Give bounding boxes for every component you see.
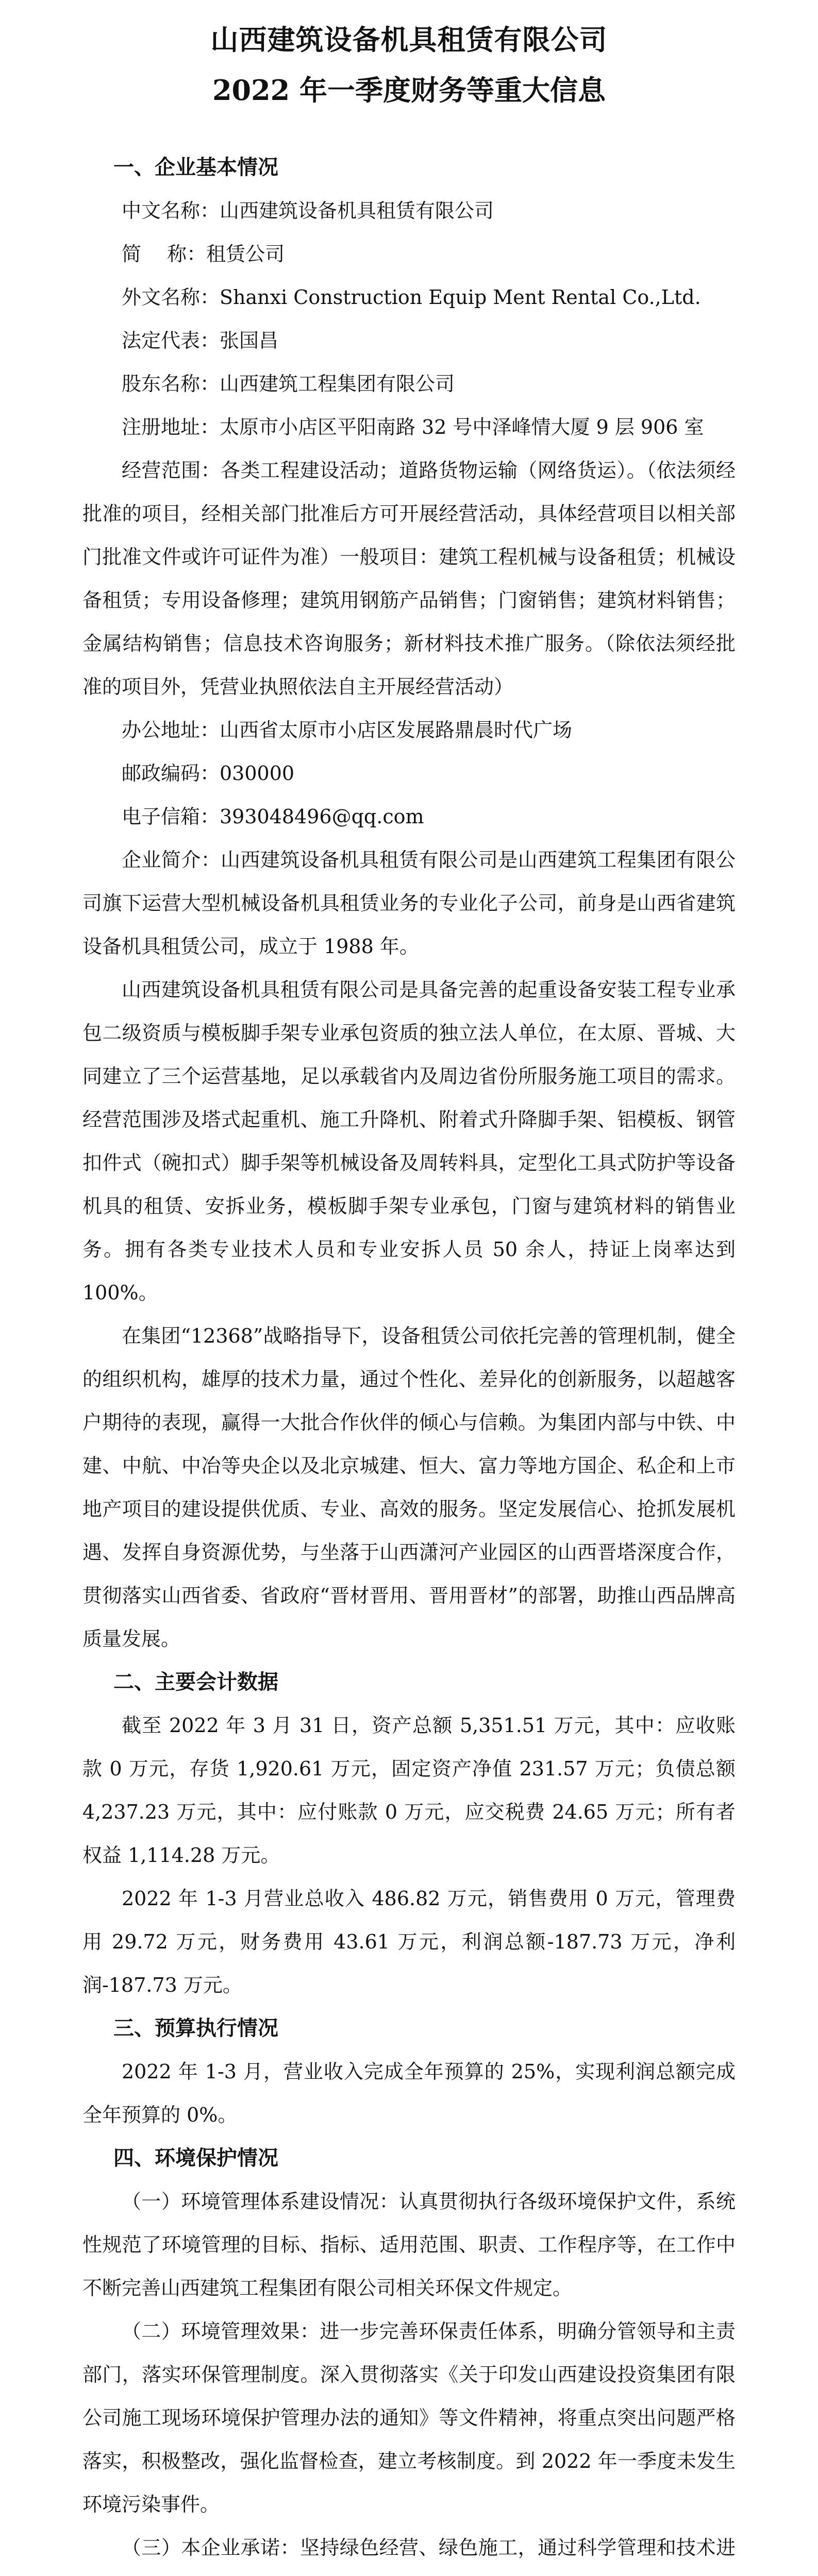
balance-sheet-paragraph: 截至 2022 年 3 月 31 日，资产总额 5,351.51 万元，其中：应收账款 0 万元，存货 1,920.61 万元，固定资产净值 231.57 万元；负债总额 4,237.23 万元，其中：应付账款 0 万元，应交税费 24.65 万元；所有者权益 1,114.28 万元。 [82, 1714, 736, 1867]
field-short-name: 简 称：租赁公司 [122, 243, 285, 265]
field-reg-addr: 注册地址：太原市小店区平阳南路 32 号中泽峰情大厦 9 层 906 室 [122, 416, 704, 438]
section-heading-basic-info: 一、企业基本情况 [113, 155, 278, 179]
field-shareholder: 股东名称：山西建筑工程集团有限公司 [122, 372, 455, 395]
section-heading-accounting-data: 二、主要会计数据 [113, 1670, 278, 1694]
company-strategy-paragraph: 在集团“12368”战略指导下，设备租赁公司依托完善的管理机制，健全的组织机构，雄厚的技术力量，通过个性化、差异化的创新服务，以超越客户期待的表现，赢得一大批合作伙伴的倾心与信赖。为集团内部与中铁、中建、中航、中冶等央企以及北京城建、恒大、富力等地方国企、私企和上市地产项目的建设提供优质、专业、高效的服务。坚定发展信心、抢抓发展机遇、发挥自身资源优势，与坐落于山西潇河产业园区的山西晋塔深度合作，贯彻落实山西省委、省政府“晋材晋用、晋用晋材”的部署，助推山西品牌高质量发展。 [82, 1325, 736, 1650]
field-email: 电子信箱：393048496@qq.com [122, 805, 424, 828]
document-title: 山西建筑设备机具租赁有限公司 [210, 23, 608, 56]
income-statement-paragraph: 2022 年 1-3 月营业总收入 486.82 万元，销售费用 0 万元，管理费用 29.72 万元，财务费用 43.61 万元，利润总额-187.73 万元，净利润-187.73 万元。 [82, 1887, 736, 1996]
section-heading-budget-execution: 三、预算执行情况 [113, 2016, 278, 2040]
document-subtitle: 2022 年一季度财务等重大信息 [212, 74, 606, 107]
env-commitment-paragraph: （三）本企业承诺：坚持绿色经营、绿色施工，通过科学管理和技术进 [122, 2536, 736, 2559]
field-en-name: 外文名称：Shanxi Construction Equip Ment Rental Co.,Ltd. [122, 286, 701, 309]
section-heading-environmental-protection: 四、环境保护情况 [113, 2146, 278, 2170]
company-qualifications-paragraph: 山西建筑设备机具租赁有限公司是具备完善的起重设备安装工程专业承包二级资质与模板脚手架专业承包资质的独立法人单位，在太原、晋城、大同建立了三个运营基地，足以承载省内及周边省份所服务施工项目的需求。经营范围涉及塔式起重机、施工升降机、附着式升降脚手架、铝模板、钢管扣件式（碗扣式）脚手架等机械设备及周转料具，定型化工具式防护等设备机具的租赁、安拆业务，模板脚手架专业承包，门窗与建筑材料的销售业务。拥有各类专业技术人员和专业安拆人员 50 余人，持证上岗率达到 100%。 [82, 978, 736, 1304]
company-intro: 企业简介：山西建筑设备机具租赁有限公司是山西建筑工程集团有限公司旗下运营大型机械设备机具租赁业务的专业化子公司，前身是山西省建筑设备机具租赁公司，成立于 1988 年。 [82, 849, 736, 958]
field-cn-name: 中文名称：山西建筑设备机具租赁有限公司 [122, 199, 494, 222]
env-effect-paragraph: （二）环境管理效果：进一步完善环保责任体系，明确分管领导和主责部门，落实环保管理制度。深入贯彻落实《关于印发山西建设投资集团有限公司施工现场环境保护管理办法的通知》等文件精神，将重点突出问题严格落实，积极整改，强化监督检查，建立考核制度。到 2022 年一季度未发生环境污染事件。 [82, 2320, 736, 2516]
field-postcode: 邮政编码：030000 [122, 762, 295, 785]
field-legal-rep: 法定代表：张国昌 [122, 329, 279, 352]
field-office-addr: 办公地址：山西省太原市小店区发展路鼎晨时代广场 [122, 719, 573, 741]
budget-execution-paragraph: 2022 年 1-3 月，营业收入完成全年预算的 25%，实现利润总额完成全年预算的 0%。 [82, 2060, 736, 2126]
field-business-scope: 经营范围：各类工程建设活动；道路货物运输（网络货运）。（依法须经批准的项目，经相关部门批准后方可开展经营活动，具体经营项目以相关部门批准文件或许可证件为准）一般项目：建筑工程机械与设备租赁；机械设备租赁；专用设备修理；建筑用钢筋产品销售；门窗销售；建筑材料销售；金属结构销售；信息技术咨询服务；新材料技术推广服务。（除依法须经批准的项目外，凭营业执照依法自主开展经营活动） [82, 459, 736, 698]
env-system-paragraph: （一）环境管理体系建设情况：认真贯彻执行各级环境保护文件，系统性规范了环境管理的目标、指标、适用范围、职责、工作程序等，在工作中不断完善山西建筑工程集团有限公司相关环保文件规定。 [82, 2190, 736, 2299]
